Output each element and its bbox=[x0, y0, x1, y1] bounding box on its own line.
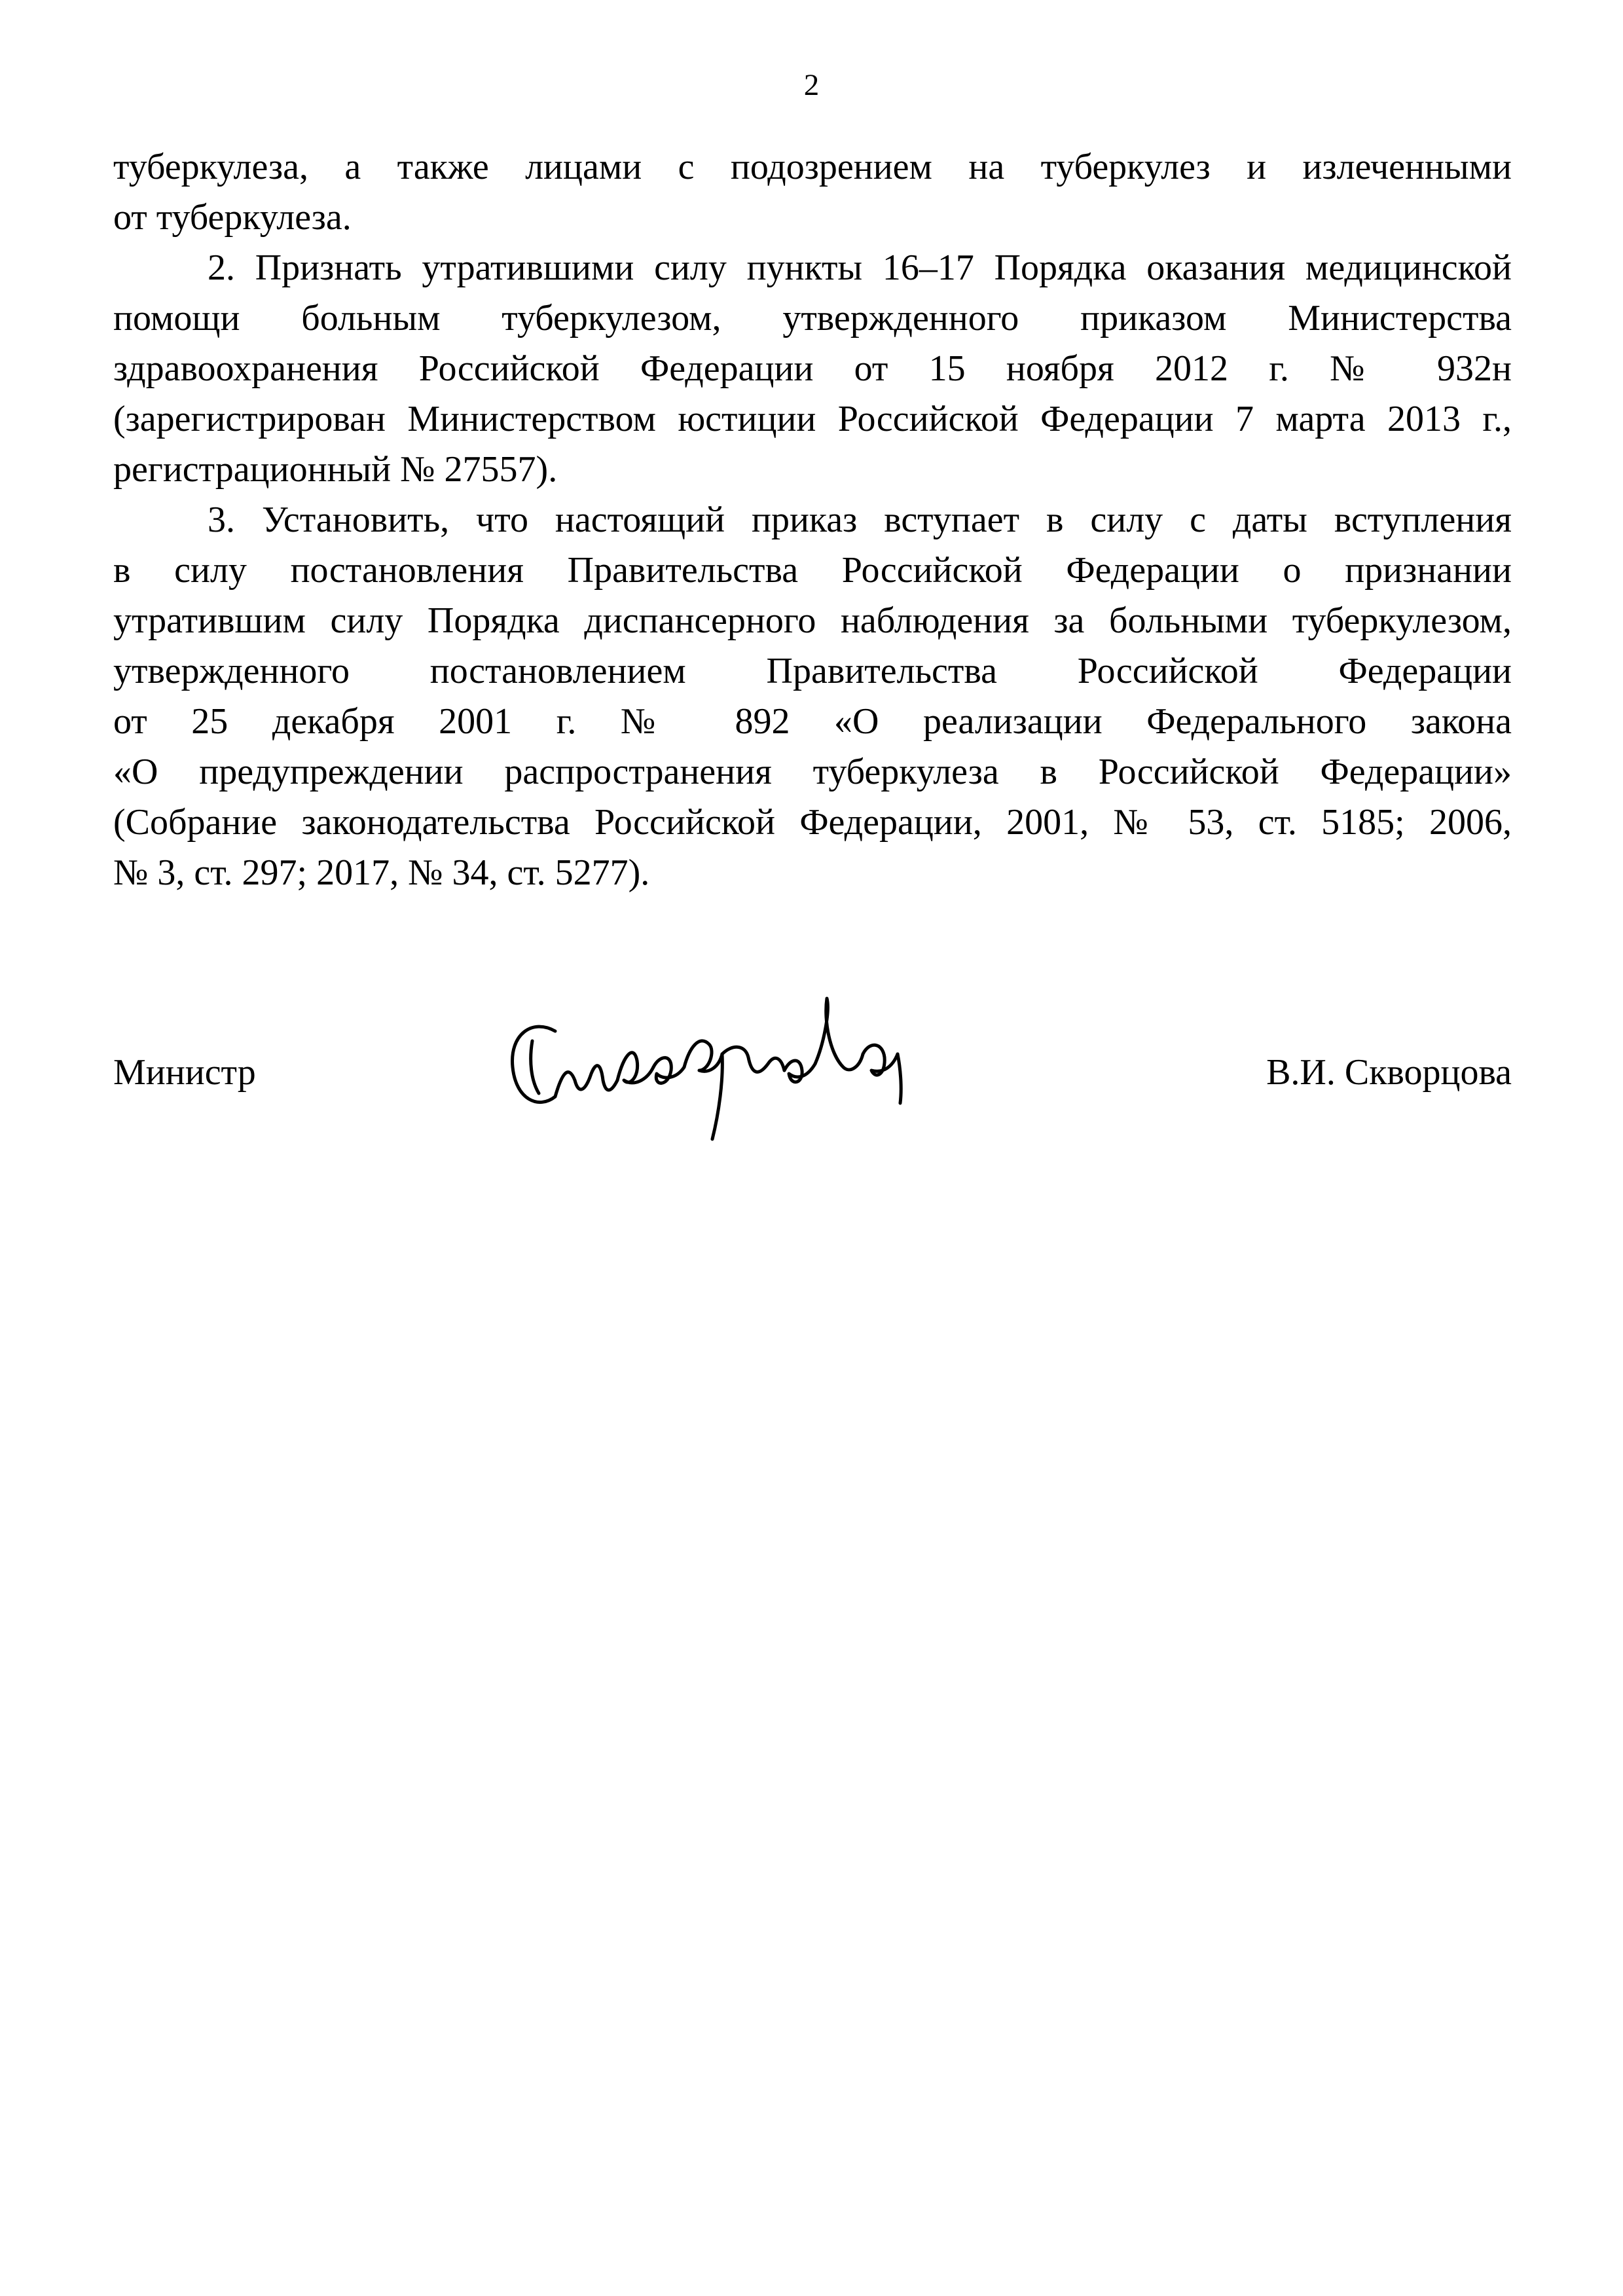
paragraph-2-line: регистрационный № 27557). bbox=[113, 449, 558, 490]
page-number: 2 bbox=[803, 68, 820, 102]
paragraph-2-line: (зарегистрирован Министерством юстиции Российской Федерации 7 марта 2013 г., bbox=[113, 399, 1512, 439]
paragraph-3-line: утратившим силу Порядка диспансерного наблюдения за больными туберкулезом, bbox=[113, 600, 1512, 641]
paragraph-3-line: от 25 декабря 2001 г. № 892 «О реализации Федерального закона bbox=[113, 701, 1512, 742]
paragraph-3-line: (Собрание законодательства Российской Федерации, 2001, № 53, ст. 5185; 2006, bbox=[113, 802, 1512, 843]
paragraph-3-line: утвержденного постановлением Правительства Российской Федерации bbox=[113, 651, 1512, 691]
paragraph-2-line: помощи больным туберкулезом, утвержденного приказом Министерства bbox=[113, 298, 1512, 338]
paragraph-2-line: 2. Признать утратившими силу пункты 16–17 Порядка оказания медицинской bbox=[208, 247, 1512, 288]
paragraph-1-line: туберкулеза, а также лицами с подозрением на туберкулез и излеченными bbox=[113, 147, 1512, 187]
paragraph-3-line: «О предупреждении распространения туберкулеза в Российской Федерации» bbox=[113, 752, 1512, 792]
signature-block bbox=[113, 982, 1512, 1152]
handwritten-signature bbox=[493, 982, 1082, 1152]
paragraph-2-line: здравоохранения Российской Федерации от 15 ноября 2012 г. № 932н bbox=[113, 348, 1512, 389]
minister-title: Министр bbox=[113, 1052, 256, 1093]
paragraph-3-line: № 3, ст. 297; 2017, № 34, ст. 5277). bbox=[113, 852, 650, 893]
document-body bbox=[113, 142, 1512, 898]
paragraph-3-line: в силу постановления Правительства Российской Федерации о признании bbox=[113, 550, 1512, 591]
paragraph-3-line: 3. Установить, что настоящий приказ вступает в силу с даты вступления bbox=[208, 500, 1512, 540]
minister-name: В.И. Скворцова bbox=[1266, 1052, 1512, 1093]
paragraph-1-line: от туберкулеза. bbox=[113, 197, 352, 238]
